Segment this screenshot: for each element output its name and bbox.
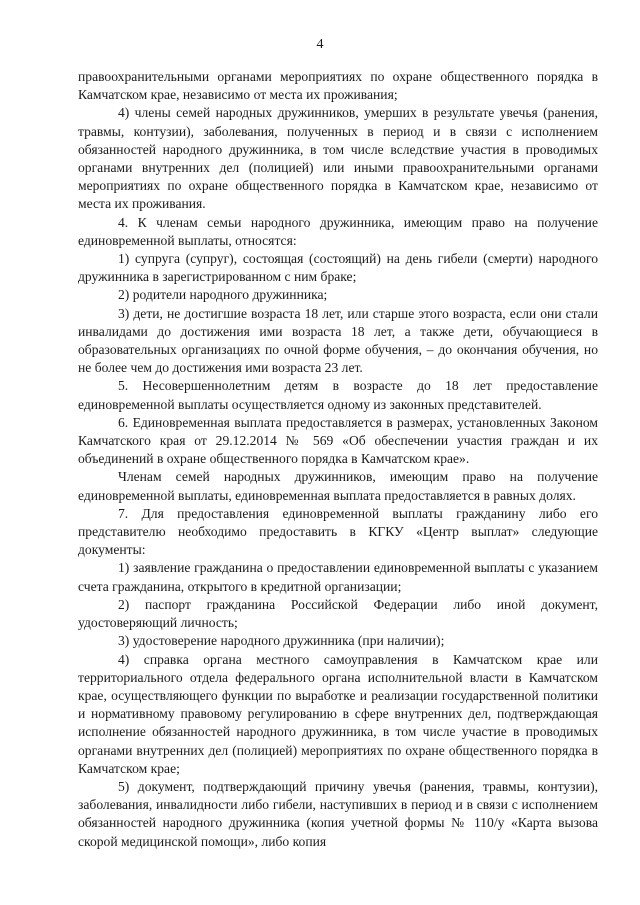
paragraph-equal-shares: Членам семей народных дружинников, имеющим право на получение единовременной выплаты, единовременная выплата предоставляется в равных долях.: [78, 469, 598, 503]
paragraph-item-1-spouse: 1) супруга (супруг), состоящая (состоящий) на день гибели (смерти) народного дружинника в зарегистрированном с ним браке;: [78, 251, 598, 285]
paragraph-doc-4-reference: 4) справка органа местного самоуправления в Камчатском крае или территориального отдела федерального органа исполнительной власти в Камчатском крае, осуществляющего функции по выработке и реализации государственной политики и нормативному правовому регулированию в сфере внутренних дел, подтверждающая исполнение обязанностей народного дружинника, в том числе участие в проводимых органами внутренних дел (полицией) мероприятиях по охране общественного порядка в Камчатском крае;: [78, 651, 598, 776]
paragraph-doc-2-passport: 2) паспорт гражданина Российской Федерации либо иной документ, удостоверяющий личность;: [78, 596, 598, 631]
paragraph-continuation: правоохранительными органами мероприятиях по охране общественного порядка в Камчатском крае, независимо от места их проживания;: [78, 69, 598, 103]
paragraph-item-2-parents: 2) родители народного дружинника;: [118, 287, 328, 303]
paragraph-doc-1-application: 1) заявление гражданина о предоставлении единовременной выплаты с указанием счета гражданина, открытого в кредитной организации;: [78, 560, 598, 594]
paragraph-clause-7: 7. Для предоставления единовременной выплаты гражданину либо его представителю необходимо предоставить в КГКУ «Центр выплат» следующие документы:: [78, 505, 598, 558]
paragraph-clause-5: 5. Несовершеннолетним детям в возрасте до 18 лет предоставление единовременной выплаты осуществляется одному из законных представителей.: [78, 378, 598, 412]
paragraph-item-4-family-members: 4) члены семей народных дружинников, умерших в результате увечья (ранения, травмы, контузии), заболевания, полученных в период и в связи с исполнением обязанностей народного дружинника, в том числе вследствие участия в проводимых органами внутренних дел (полицией) или иными правоохранительными органами мероприятиях по охране общественного порядка в Камчатском крае, независимо от места их проживания.: [78, 105, 598, 212]
paragraph-item-3-children: 3) дети, не достигшие возраста 18 лет, или старше этого возраста, если они стали инвалидами до достижения ими возраста 18 лет, а также дети, обучающиеся в образовательных организациях по очной форме обучения, – до окончания обучения, но не более чем до достижения ими возраста 23 лет.: [78, 305, 598, 376]
paragraph-clause-4: 4. К членам семьи народного дружинника, имеющим право на получение единовременной выплаты, относятся:: [78, 214, 598, 248]
paragraph-clause-6: 6. Единовременная выплата предоставляется в размерах, установленных Законом Камчатского края от 29.12.2014 № 569 «Об обеспечении участия граждан и их объединений в охране общественного порядка в Камчатском крае».: [78, 414, 598, 467]
paragraph-doc-3-certificate: 3) удостоверение народного дружинника (при наличии);: [118, 633, 445, 649]
page-number: 4: [316, 37, 324, 52]
document-body: [78, 68, 598, 851]
paragraph-doc-5-cause-document: 5) документ, подтверждающий причину увечья (ранения, травмы, контузии), заболевания, инвалидности либо гибели, наступивших в период и в связи с исполнением обязанностей народного дружинника (копия учетной формы № 110/у «Карта вызова скорой медицинской помощи», либо копия: [78, 778, 598, 849]
